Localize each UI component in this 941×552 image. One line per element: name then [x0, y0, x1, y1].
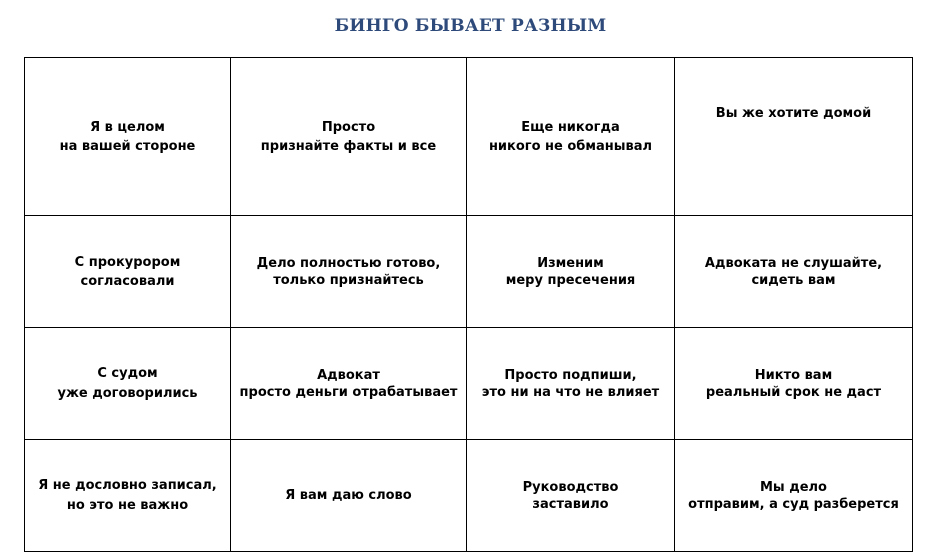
cell-text-line: только признайтесь	[273, 272, 424, 288]
cell-text-line: Мы дело	[760, 479, 827, 495]
cell-text-line: признайте факты и все	[260, 138, 437, 154]
cell-text-line: Я не дословно записал,	[38, 477, 217, 493]
cell-text-line: просто деньги отрабатывает	[239, 384, 458, 400]
cell-text-line: Дело полностью готово,	[256, 255, 441, 271]
cell-text-line: Никто вам	[754, 367, 833, 383]
cell-text-line: С судом	[97, 365, 158, 381]
cell-text-line: Вы же хотите домой	[715, 106, 872, 121]
cell-text-line: С прокурором	[74, 254, 181, 270]
bingo-row	[25, 216, 913, 328]
cell-text-line: уже договорились	[57, 385, 198, 401]
cell-text-line: это ни на что не влияет	[481, 384, 660, 400]
bingo-row	[25, 58, 913, 216]
cell-text-line: меру пресечения	[505, 272, 636, 288]
bingo-cell	[231, 58, 467, 216]
cell-text-line: Адвокат	[317, 367, 380, 383]
bingo-cell	[467, 58, 675, 216]
bingo-cell	[675, 216, 913, 328]
cell-text-line: сидеть вам	[751, 272, 836, 288]
bingo-cell	[467, 328, 675, 440]
cell-text-line: заставило	[532, 496, 609, 512]
cell-text-line: реальный срок не даст	[705, 384, 882, 400]
bingo-cell	[231, 216, 467, 328]
cell-text-line: Просто подпиши,	[504, 367, 637, 383]
cell-text-line: Изменим	[537, 255, 604, 271]
bingo-cell	[467, 216, 675, 328]
cell-text-line: но это не важно	[66, 497, 189, 513]
bingo-cell	[675, 58, 913, 216]
bingo-cell	[25, 58, 231, 216]
cell-text-line: согласовали	[80, 273, 175, 289]
bingo-row	[25, 328, 913, 440]
bingo-cell	[231, 328, 467, 440]
cell-text-line: Руководство	[522, 479, 619, 495]
bingo-cell	[675, 328, 913, 440]
cell-text-line: Адвоката не слушайте,	[704, 255, 883, 271]
cell-text-line: Я в целом	[90, 119, 165, 135]
cell-text-line: Я вам даю слово	[285, 488, 412, 503]
bingo-grid	[24, 57, 913, 552]
cell-text-line: никого не обманывал	[488, 138, 653, 154]
cell-text-line: отправим, а суд разберется	[688, 496, 899, 512]
page-title: БИНГО БЫВАЕТ РАЗНЫМ	[334, 16, 607, 36]
cell-text-line: на вашей стороне	[59, 138, 196, 154]
cell-text-line: Просто	[321, 119, 376, 135]
cell-text-line: Еще никогда	[521, 119, 620, 135]
bingo-cell	[25, 328, 231, 440]
bingo-cell	[25, 216, 231, 328]
